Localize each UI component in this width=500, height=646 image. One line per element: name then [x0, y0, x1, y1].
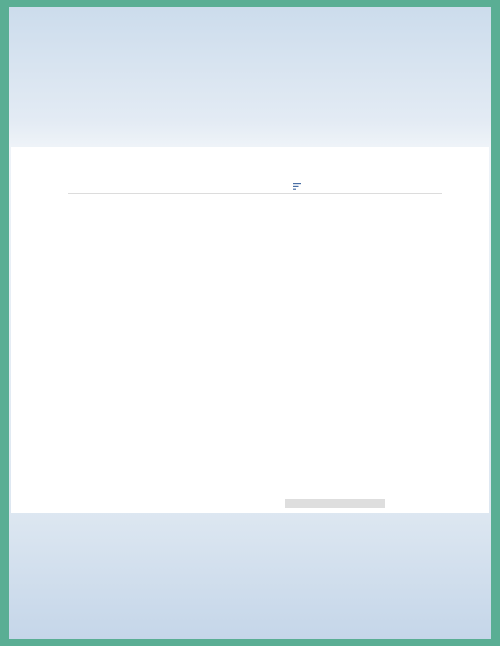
dashboard-card [11, 147, 489, 513]
header-divider [68, 193, 442, 194]
horizontal-scrollbar[interactable] [285, 499, 385, 508]
header-average[interactable] [290, 181, 301, 191]
sort-descending-icon[interactable] [293, 183, 301, 190]
